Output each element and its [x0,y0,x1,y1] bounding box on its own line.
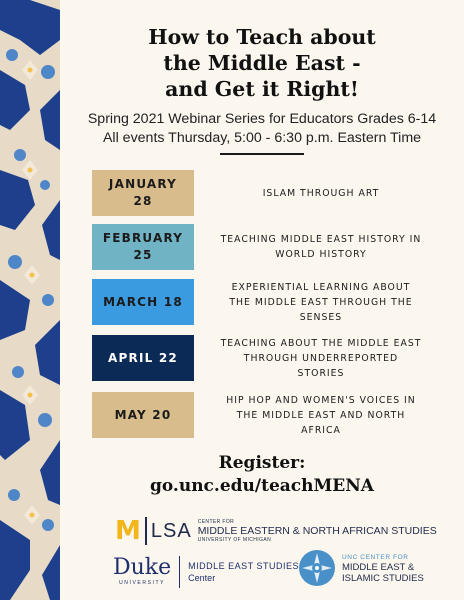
subtitle-line: All events Thursday, 5:00 - 6:30 p.m. Eastern Time [102,130,422,146]
unc-center-name [342,553,424,584]
event-row-1 [92,170,444,216]
event-title-line: WORLD HISTORY [275,249,367,260]
series-subtitle [60,110,464,148]
unc-star-emblem-icon [298,549,336,587]
event-row-3 [92,279,444,325]
unc-main-line: ISLAMIC STUDIES [342,572,424,584]
michigan-center-name [198,519,437,543]
logo-small-text: CENTER FOR [197,519,235,525]
event-date-box [92,170,194,216]
lsa-wordmark: LSA [150,519,192,542]
event-title-line: STORIES [297,367,345,379]
duke-logo [113,556,299,588]
event-title-line: THROUGH UNDERREPORTED [243,352,399,364]
event-title-line: SENSES [299,311,343,323]
event-date-line: MAY 20 [114,407,172,422]
event-row-5 [92,392,444,438]
block-m-icon: M [115,516,141,546]
register-block [60,452,464,498]
event-date-box [92,335,194,381]
register-link[interactable]: go.unc.edu/teachMENA [149,476,374,496]
subtitle-line: Spring 2021 Webinar Series for Educators Grades 6-14 [87,111,437,127]
unc-small-text: UNC CENTER FOR [342,553,409,561]
event-date-box [92,392,194,438]
title-line: and Get it Right! [165,77,359,101]
event-date-line: APRIL 22 [108,350,178,365]
event-date-box [92,279,194,325]
logo-sub-text: UNIVERSITY OF MICHIGAN [197,537,272,543]
tile-pattern-image [0,0,60,600]
duke-center-line: MIDDLE EAST STUDIES [188,561,300,571]
event-title-line: EXPERIENTIAL LEARNING ABOUT [231,281,411,293]
duke-sub: UNIVERSITY [119,580,166,586]
event-date-line: 28 [133,194,153,208]
event-date-line: JANUARY [108,177,178,191]
flyer-title [60,24,464,102]
event-row-4 [92,335,444,381]
logo-divider [179,556,180,588]
unc-logo [298,549,424,587]
duke-name: Duke [113,555,172,580]
duke-center-line: Center [188,573,216,583]
title-line: How to Teach about [148,25,376,49]
logo-divider [145,517,147,545]
michigan-lsa-logo [115,516,437,546]
event-date-box [92,224,194,270]
event-title-line: HIP HOP AND WOMEN'S VOICES IN [226,394,416,406]
event-date-line: FEBRUARY [102,231,184,245]
duke-center-name [188,560,299,584]
event-title [200,224,442,270]
event-title [200,392,442,438]
title-line: the Middle East - [163,51,361,75]
event-title-line: TEACHING ABOUT THE MIDDLE EAST [220,337,422,349]
event-date-line: MARCH 18 [103,294,183,309]
logo-main-text: MIDDLE EASTERN & NORTH AFRICAN STUDIES [197,525,437,537]
decorative-tile-strip [0,0,60,600]
event-title [200,335,442,381]
divider-rule [220,153,304,155]
event-title [200,279,442,325]
event-date-line: 25 [133,248,153,262]
event-title-line: THE MIDDLE EAST THROUGH THE [229,296,413,308]
event-title-line: AFRICA [301,424,341,436]
duke-wordmark [113,557,171,587]
event-title-line: THE MIDDLE EAST AND NORTH [236,409,406,421]
event-title-line: TEACHING MIDDLE EAST HISTORY IN [220,234,422,245]
register-label: Register: [218,453,306,473]
event-title [200,170,442,216]
event-row-2 [92,224,444,270]
unc-main-line: MIDDLE EAST & [342,561,415,573]
event-title-line: ISLAM THROUGH ART [262,187,380,199]
flyer-content [60,0,464,600]
